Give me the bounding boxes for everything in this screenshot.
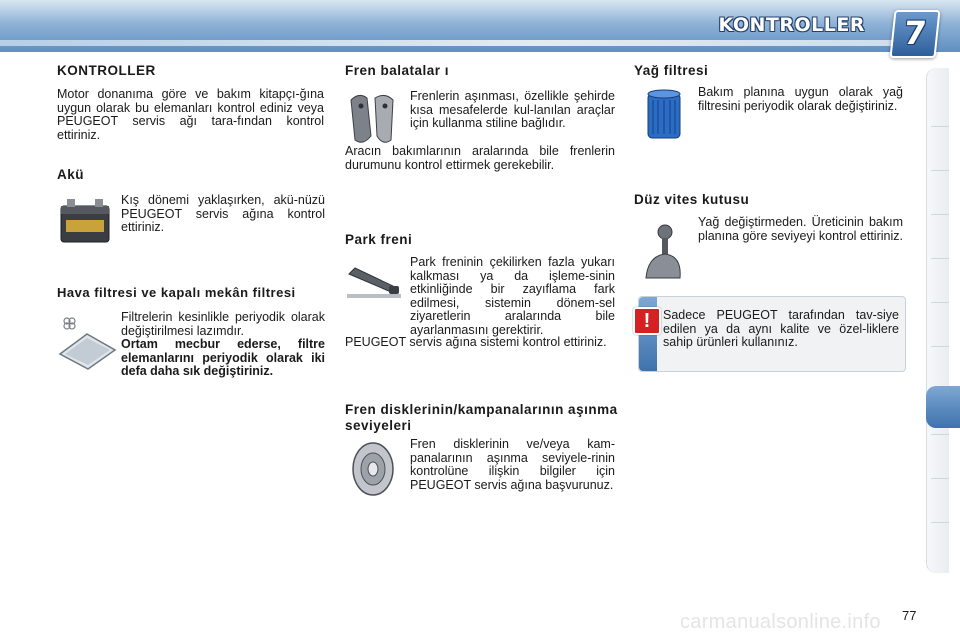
section-title-parking-brake: Park freni [345, 232, 413, 247]
brake-discs-text: Fren disklerinin ve/veya kam-panalarının aşınma seviyele-rinin kontrolüne ilişkin bilgiler için PEUGEOT servis ağına başvurunuz. [410, 437, 615, 492]
warning-text: Sadece PEUGEOT tarafından tav-siye edilen ya da aynı kalite ve özel-liklere sahip ürünleri kullanınız. [663, 308, 899, 349]
battery-icon [57, 194, 113, 246]
parking-brake-icon [345, 258, 403, 304]
header-stripe [0, 40, 900, 46]
section-title-oil-filter: Yağ filtresi [634, 63, 709, 78]
oil-filter-text: Bakım planına uygun olarak yağ filtresini periyodik olarak değiştiriniz. [698, 85, 903, 113]
section-title-brake-pads: Fren balatalar ı [345, 63, 450, 78]
section-title-air-filter: Hava filtresi ve kapalı mekân filtresi [57, 285, 296, 300]
section-title-gearbox: Düz vites kutusu [634, 192, 750, 207]
section-title-kontroller: KONTROLLER [57, 63, 156, 78]
intro-text: Motor donanıma göre ve bakım kitapçı-ğına uygun olarak bu elemanları kontrol ediniz veya PEUGEOT servis ağı tara-fından kontrol ettiriniz. [57, 87, 324, 142]
active-chapter-tab [926, 386, 960, 428]
gearbox-text: Yağ değiştirmeden. Üreticinin bakım planına göre seviyeyi kontrol ettiriniz. [698, 215, 903, 243]
watermark: carmanualsonline.info [680, 611, 881, 633]
chapter-tab-strip [926, 68, 949, 573]
brake-pads-text: Frenlerin aşınması, özellikle şehirde kısa mesafelerde kul-lanılan araçlar için kullanma stiline bağlıdır. [410, 89, 615, 130]
parking-brake-text-2: PEUGEOT servis ağına sistemi kontrol ettiriniz. [345, 335, 607, 349]
chapter-title: KONTROLLER [718, 14, 865, 36]
warning-icon: ! [633, 307, 661, 335]
air-filter-text: Filtrelerin kesinlikle periyodik olarak değiştirilmesi lazımdır. [121, 310, 325, 338]
oil-filter-icon [644, 88, 684, 144]
section-title-brake-discs: Fren disklerinin/kampanalarının aşınma seviyeleri [345, 402, 618, 433]
section-title-battery: Akü [57, 167, 85, 182]
air-filter-icon [57, 314, 117, 370]
chapter-number: 7 [901, 14, 929, 52]
brake-pads-text-2: Aracın bakımlarının aralarında bile frenlerin durumunu kontrol ettirmek gerekebilir. [345, 144, 615, 172]
battery-text: Kış dönemi yaklaşırken, akü-nüzü PEUGEOT servis ağına kontrol ettiriniz. [121, 193, 325, 234]
air-filter-bold-text: Ortam mecbur ederse, filtre elemanlarını periyodik olarak iki defa daha sık değiştiriniz. [121, 337, 325, 378]
page-number: 77 [902, 608, 917, 623]
gear-shift-icon [640, 222, 686, 280]
brake-disc-icon [348, 440, 398, 498]
parking-brake-text: Park freninin çekilirken fazla yukarı kalkması ya da işleme-sinin etkinliğinde bir zayıflama fark edilmesi, sistemin dönem-sel ziyaretlerin aralarında bile ayarlanmasını gerektirir. [410, 255, 615, 337]
chapter-badge [889, 10, 940, 58]
brake-pads-icon [345, 90, 403, 150]
